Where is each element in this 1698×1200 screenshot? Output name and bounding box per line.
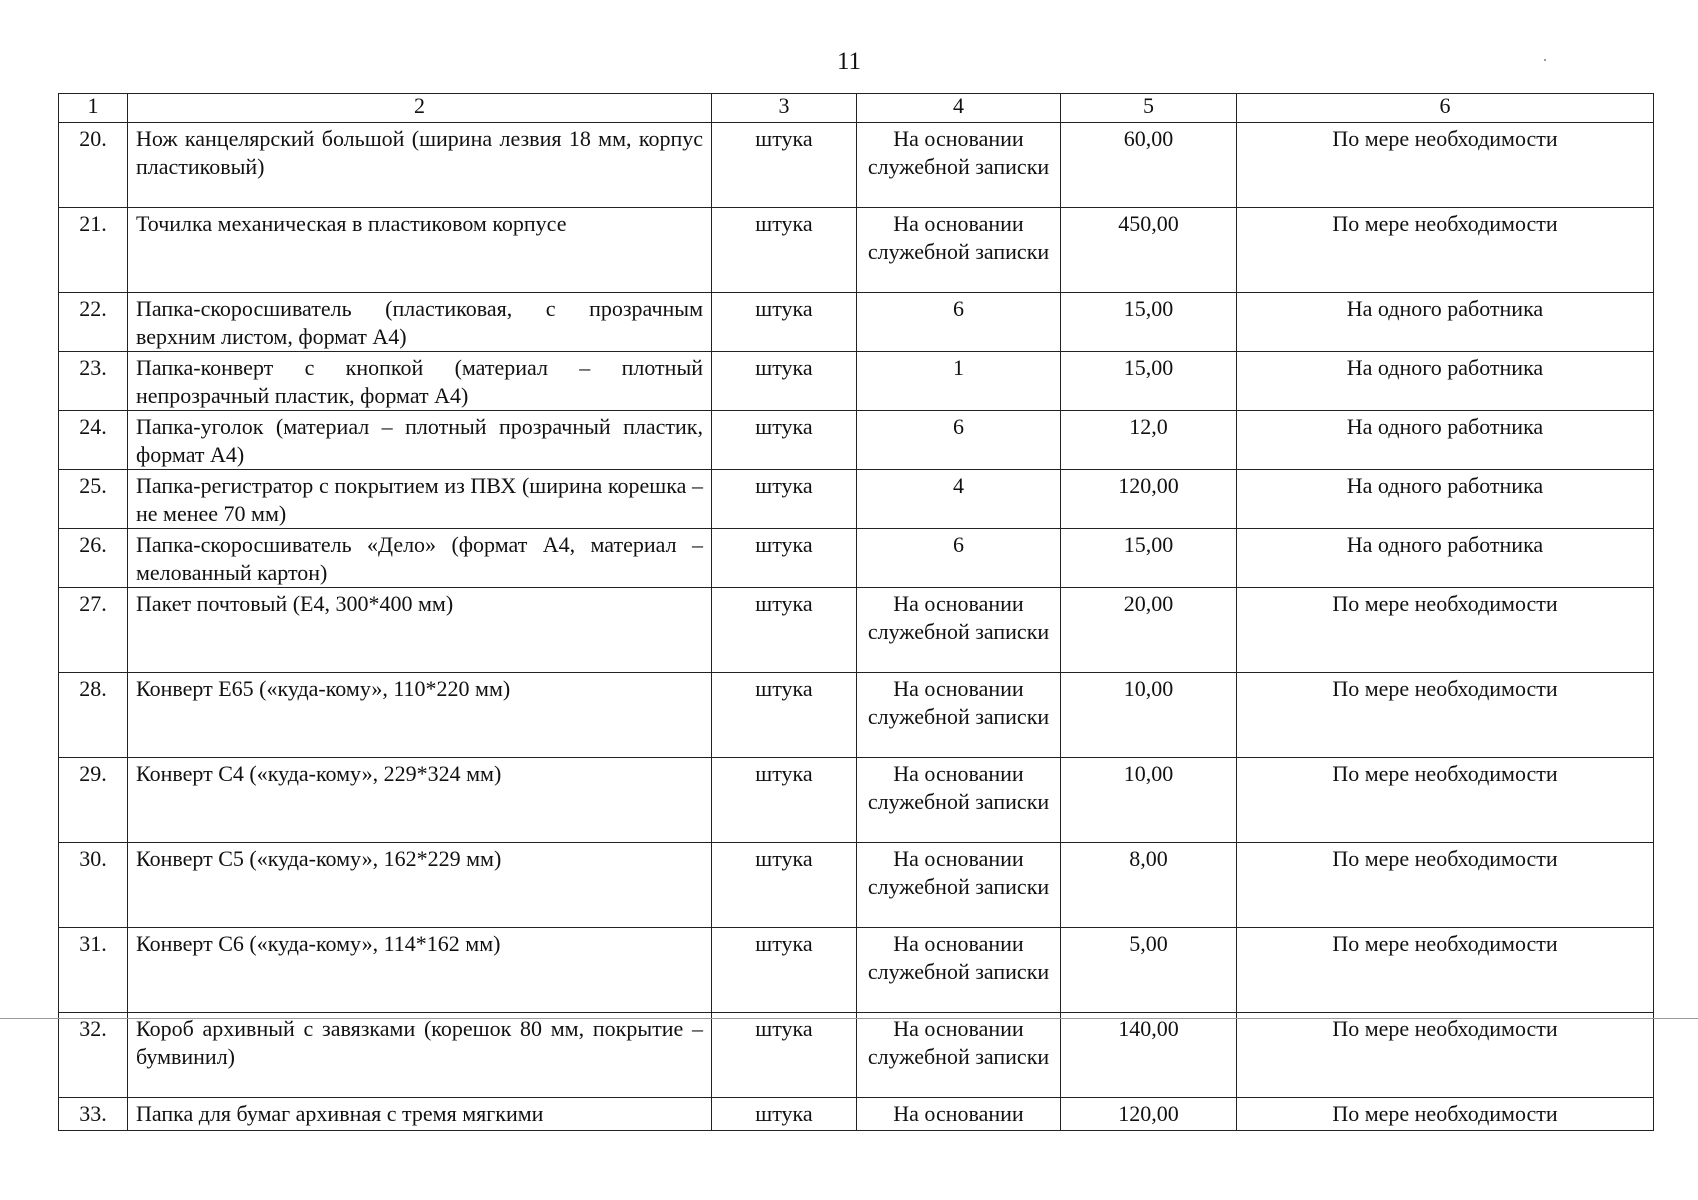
column-header: 2 bbox=[128, 94, 712, 123]
item-name: Папка для бумаг архивная с тремя мягкими bbox=[128, 1098, 712, 1131]
issue-condition: По мере необходимости bbox=[1237, 123, 1654, 208]
row-number: 21. bbox=[59, 208, 128, 293]
quantity-norm: На основании служебной записки bbox=[857, 208, 1061, 293]
price-value: 5,00 bbox=[1061, 928, 1237, 1013]
table-row bbox=[59, 529, 1654, 588]
table-row bbox=[59, 123, 1654, 208]
price-value: 8,00 bbox=[1061, 843, 1237, 928]
row-number: 27. bbox=[59, 588, 128, 673]
item-name: Конверт Е65 («куда-кому», 110*220 мм) bbox=[128, 673, 712, 758]
table-row bbox=[59, 843, 1654, 928]
unit-of-measure: штука bbox=[712, 1098, 857, 1131]
price-value: 140,00 bbox=[1061, 1013, 1237, 1098]
price-value: 15,00 bbox=[1061, 293, 1237, 352]
issue-condition: По мере необходимости bbox=[1237, 758, 1654, 843]
column-header: 1 bbox=[59, 94, 128, 123]
issue-condition: На одного работника bbox=[1237, 529, 1654, 588]
quantity-norm: На основании служебной записки bbox=[857, 123, 1061, 208]
unit-of-measure: штука bbox=[712, 1013, 857, 1098]
price-value: 20,00 bbox=[1061, 588, 1237, 673]
item-name: Папка-регистратор с покрытием из ПВХ (ширина корешка – не менее 70 мм) bbox=[128, 470, 712, 529]
unit-of-measure: штука bbox=[712, 470, 857, 529]
quantity-norm: 6 bbox=[857, 529, 1061, 588]
quantity-norm: На основании служебной записки bbox=[857, 758, 1061, 843]
price-value: 12,0 bbox=[1061, 411, 1237, 470]
quantity-norm: На основании bbox=[857, 1098, 1061, 1131]
unit-of-measure: штука bbox=[712, 588, 857, 673]
table-row bbox=[59, 673, 1654, 758]
issue-condition: По мере необходимости bbox=[1237, 673, 1654, 758]
column-header: 6 bbox=[1237, 94, 1654, 123]
issue-condition: По мере необходимости bbox=[1237, 208, 1654, 293]
item-name: Пакет почтовый (Е4, 300*400 мм) bbox=[128, 588, 712, 673]
quantity-norm: На основании служебной записки bbox=[857, 843, 1061, 928]
unit-of-measure: штука bbox=[712, 758, 857, 843]
item-name: Конверт С4 («куда-кому», 229*324 мм) bbox=[128, 758, 712, 843]
issue-condition: По мере необходимости bbox=[1237, 928, 1654, 1013]
quantity-norm: 6 bbox=[857, 411, 1061, 470]
issue-condition: По мере необходимости bbox=[1237, 588, 1654, 673]
row-number: 25. bbox=[59, 470, 128, 529]
row-number: 23. bbox=[59, 352, 128, 411]
table-row bbox=[59, 411, 1654, 470]
column-header: 4 bbox=[857, 94, 1061, 123]
issue-condition: На одного работника bbox=[1237, 352, 1654, 411]
quantity-norm: 1 bbox=[857, 352, 1061, 411]
issue-condition: По мере необходимости bbox=[1237, 1098, 1654, 1131]
row-number: 26. bbox=[59, 529, 128, 588]
row-number: 28. bbox=[59, 673, 128, 758]
price-value: 15,00 bbox=[1061, 352, 1237, 411]
quantity-norm: На основании служебной записки bbox=[857, 588, 1061, 673]
price-value: 15,00 bbox=[1061, 529, 1237, 588]
scan-speck bbox=[1544, 59, 1546, 61]
page-number: 11 bbox=[836, 48, 862, 75]
quantity-norm: На основании служебной записки bbox=[857, 928, 1061, 1013]
item-name: Короб архивный с завязками (корешок 80 мм, покрытие – бумвинил) bbox=[128, 1013, 712, 1098]
table-row bbox=[59, 208, 1654, 293]
issue-condition: По мере необходимости bbox=[1237, 843, 1654, 928]
item-name: Папка-уголок (материал – плотный прозрачный пластик, формат А4) bbox=[128, 411, 712, 470]
item-name: Точилка механическая в пластиковом корпусе bbox=[128, 208, 712, 293]
issue-condition: На одного работника bbox=[1237, 411, 1654, 470]
quantity-norm: На основании служебной записки bbox=[857, 1013, 1061, 1098]
row-number: 24. bbox=[59, 411, 128, 470]
item-name: Нож канцелярский большой (ширина лезвия 18 мм, корпус пластиковый) bbox=[128, 123, 712, 208]
price-value: 10,00 bbox=[1061, 673, 1237, 758]
item-name: Папка-конверт с кнопкой (материал – плотный непрозрачный пластик, формат А4) bbox=[128, 352, 712, 411]
item-name: Папка-скоросшиватель «Дело» (формат А4, материал – мелованный картон) bbox=[128, 529, 712, 588]
table-row bbox=[59, 758, 1654, 843]
price-value: 450,00 bbox=[1061, 208, 1237, 293]
quantity-norm: 6 bbox=[857, 293, 1061, 352]
table-row bbox=[59, 352, 1654, 411]
scan-fold-line bbox=[0, 1018, 1698, 1019]
unit-of-measure: штука bbox=[712, 123, 857, 208]
quantity-norm: 4 bbox=[857, 470, 1061, 529]
item-name: Конверт С5 («куда-кому», 162*229 мм) bbox=[128, 843, 712, 928]
unit-of-measure: штука bbox=[712, 208, 857, 293]
unit-of-measure: штука bbox=[712, 928, 857, 1013]
column-header: 5 bbox=[1061, 94, 1237, 123]
quantity-norm: На основании служебной записки bbox=[857, 673, 1061, 758]
row-number: 22. bbox=[59, 293, 128, 352]
row-number: 30. bbox=[59, 843, 128, 928]
row-number: 33. bbox=[59, 1098, 128, 1131]
price-value: 60,00 bbox=[1061, 123, 1237, 208]
issue-condition: На одного работника bbox=[1237, 293, 1654, 352]
price-value: 120,00 bbox=[1061, 470, 1237, 529]
table-row bbox=[59, 588, 1654, 673]
table-row bbox=[59, 293, 1654, 352]
issue-condition: На одного работника bbox=[1237, 470, 1654, 529]
table-row bbox=[59, 470, 1654, 529]
price-value: 120,00 bbox=[1061, 1098, 1237, 1131]
table-row bbox=[59, 1098, 1654, 1131]
row-number: 32. bbox=[59, 1013, 128, 1098]
unit-of-measure: штука bbox=[712, 352, 857, 411]
column-number-row bbox=[59, 94, 1654, 123]
unit-of-measure: штука bbox=[712, 411, 857, 470]
item-name: Конверт С6 («куда-кому», 114*162 мм) bbox=[128, 928, 712, 1013]
supplies-table bbox=[58, 93, 1654, 1131]
row-number: 31. bbox=[59, 928, 128, 1013]
table-row bbox=[59, 1013, 1654, 1098]
issue-condition: По мере необходимости bbox=[1237, 1013, 1654, 1098]
unit-of-measure: штука bbox=[712, 293, 857, 352]
row-number: 29. bbox=[59, 758, 128, 843]
item-name: Папка-скоросшиватель (пластиковая, с прозрачным верхним листом, формат А4) bbox=[128, 293, 712, 352]
table-row bbox=[59, 928, 1654, 1013]
unit-of-measure: штука bbox=[712, 529, 857, 588]
unit-of-measure: штука bbox=[712, 673, 857, 758]
row-number: 20. bbox=[59, 123, 128, 208]
unit-of-measure: штука bbox=[712, 843, 857, 928]
column-header: 3 bbox=[712, 94, 857, 123]
price-value: 10,00 bbox=[1061, 758, 1237, 843]
